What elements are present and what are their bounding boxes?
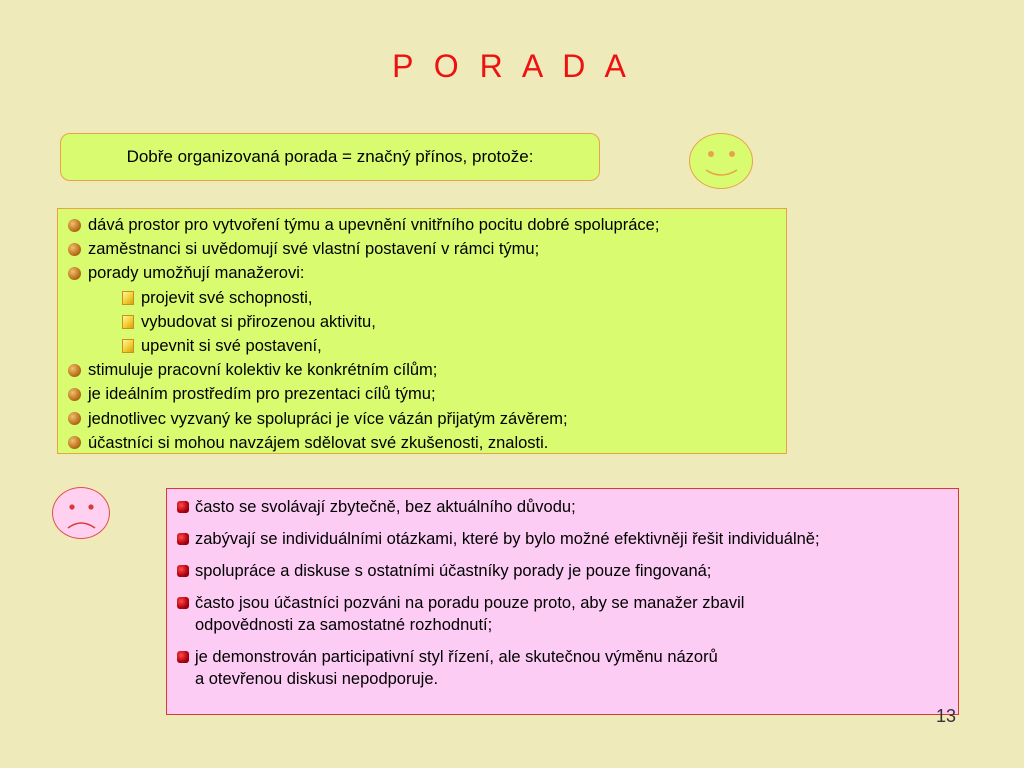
- bullet-square-icon: [122, 339, 134, 353]
- list-item: [177, 528, 958, 550]
- list-item: [68, 213, 786, 237]
- list-item-text: je ideálním prostředím pro prezentaci cílů týmu;: [88, 385, 436, 404]
- list-item: [177, 560, 958, 582]
- list-item: [177, 592, 958, 636]
- list-item: [177, 646, 958, 690]
- bullet-ball-icon: [68, 267, 81, 280]
- negatives-box: [166, 488, 959, 715]
- bullet-ball-icon: [68, 219, 81, 232]
- list-item-text: upevnit si své postavení,: [141, 336, 322, 355]
- bullet-ball-icon: [68, 412, 81, 425]
- list-item: [177, 496, 958, 518]
- sub-list-item: [68, 286, 786, 310]
- page-number: 13: [936, 706, 957, 726]
- bullet-red-icon: [177, 597, 189, 609]
- bullet-ball-icon: [68, 436, 81, 449]
- list-item-text: stimuluje pracovní kolektiv ke konkrétním cílům;: [88, 361, 438, 380]
- intro-box: [60, 133, 600, 181]
- intro-text: Dobře organizovaná porada = značný přínos, protože:: [126, 147, 534, 166]
- bullet-ball-icon: [68, 388, 81, 401]
- list-item-text: spolupráce a diskuse s ostatními účastníky porady je pouze fingovaná;: [195, 562, 712, 580]
- list-item-text: často se svolávají zbytečně, bez aktuálního důvodu;: [195, 498, 576, 516]
- bullet-red-icon: [177, 533, 189, 545]
- list-item-text: zabývají se individuálními otázkami, které by bylo možné efektivněji řešit individuálně;: [195, 530, 820, 548]
- list-item: [68, 382, 786, 406]
- list-item-text: účastníci si mohou navzájem sdělovat své zkušenosti, znalosti.: [88, 433, 549, 452]
- list-item-text: porady umožňují manažerovi:: [88, 264, 305, 283]
- smiley-sad-icon: [52, 487, 110, 539]
- list-item: [68, 358, 786, 382]
- bullet-square-icon: [122, 315, 134, 329]
- list-item: [68, 237, 786, 261]
- bullet-red-icon: [177, 501, 189, 513]
- bullet-ball-icon: [68, 364, 81, 377]
- slide-title: P O R A D A: [392, 48, 632, 84]
- list-item-text: projevit své schopnosti,: [141, 288, 313, 307]
- list-item: [68, 261, 786, 285]
- list-item-text: dává prostor pro vytvoření týmu a upevnění vnitřního pocitu dobré spolupráce;: [88, 216, 660, 234]
- list-item: [68, 407, 786, 431]
- smiley-happy-icon: [689, 133, 753, 189]
- bullet-square-icon: [122, 291, 134, 305]
- positives-box: [57, 208, 787, 454]
- sub-list-item: [68, 334, 786, 358]
- sub-list-item: [68, 310, 786, 334]
- list-item-text: často jsou účastníci pozváni na poradu pouze proto, aby se manažer zbavil odpovědnosti za samostatné rozhodnutí;: [195, 594, 745, 634]
- bullet-red-icon: [177, 651, 189, 663]
- bullet-red-icon: [177, 565, 189, 577]
- list-item: [68, 431, 786, 455]
- list-item-text: je demonstrován participativní styl řízení, ale skutečnou výměnu názorů a otevřenou diskusi nepodporuje.: [195, 648, 718, 688]
- negatives-list: [177, 496, 958, 690]
- list-item-text: jednotlivec vyzvaný ke spolupráci je více vázán přijatým závěrem;: [88, 409, 568, 428]
- positives-list: [68, 213, 786, 455]
- list-item-text: zaměstnanci si uvědomují své vlastní postavení v rámci týmu;: [88, 240, 540, 259]
- list-item-text: vybudovat si přirozenou aktivitu,: [141, 312, 376, 331]
- bullet-ball-icon: [68, 243, 81, 256]
